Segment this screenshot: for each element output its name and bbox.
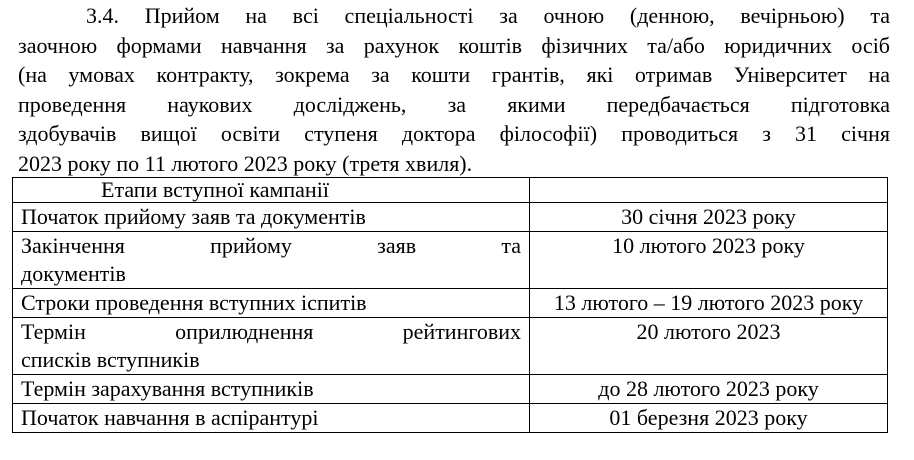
document-page: [18, 0, 890, 178]
stage-text: Закінчення прийому заяв та: [21, 233, 521, 258]
date-cell: 01 березня 2023 року: [530, 404, 888, 433]
paragraph-line: проведення наукових досліджень, за якими передбачається підготовка: [18, 91, 890, 117]
table-row: [13, 232, 888, 289]
stage-cell: [13, 375, 530, 404]
stage-text: Строки проведення вступних іспитів: [21, 290, 367, 315]
stage-cell: [13, 404, 530, 433]
date-cell: до 28 лютого 2023 року: [530, 375, 888, 404]
stage-text: Початок навчання в аспірантурі: [21, 405, 319, 430]
admission-paragraph: [18, 0, 890, 178]
table-header-row: [13, 178, 888, 203]
stage-cell: [13, 232, 530, 289]
date-cell: 30 січня 2023 року: [530, 203, 888, 232]
paragraph-line: 2023 року по 11 лютого 2023 року (третя хвиля).: [18, 150, 473, 176]
table-row: [13, 318, 888, 375]
stage-text: Термін зарахування вступників: [21, 376, 314, 401]
paragraph-line: 3.4. Прийом на всі спеціальності за очною (денною, вечірньою) та: [86, 3, 890, 28]
table-row: [13, 289, 888, 318]
paragraph-line: здобувачів вищої освіти ступеня доктора філософії) проводиться з 31 січня: [18, 121, 890, 146]
paragraph-line: заочною формами навчання за рахунок коштів фізичних та/або юридичних осіб: [18, 32, 890, 58]
table-row: [13, 375, 888, 404]
stage-text: списків вступників: [21, 347, 200, 372]
table-row: [13, 404, 888, 433]
date-cell: 13 лютого – 19 лютого 2023 року: [530, 289, 888, 318]
admission-schedule-table: [12, 177, 888, 433]
stage-cell: [13, 318, 530, 375]
stage-text: Початок прийому заяв та документів: [21, 204, 366, 229]
paragraph-line: (на умовах контракту, зокрема за кошти грантів, які отримав Університет на: [18, 62, 890, 87]
stage-cell: [13, 203, 530, 232]
table-row: [13, 203, 888, 232]
stage-cell: [13, 289, 530, 318]
date-cell: 20 лютого 2023: [530, 318, 888, 375]
date-cell: 10 лютого 2023 року: [530, 232, 888, 289]
header-stage-cell: Етапи вступної кампанії: [13, 178, 530, 203]
stage-text: документів: [21, 261, 126, 286]
stage-text: Термін оприлюднення рейтингових: [21, 319, 521, 344]
header-date-cell: [530, 178, 888, 203]
